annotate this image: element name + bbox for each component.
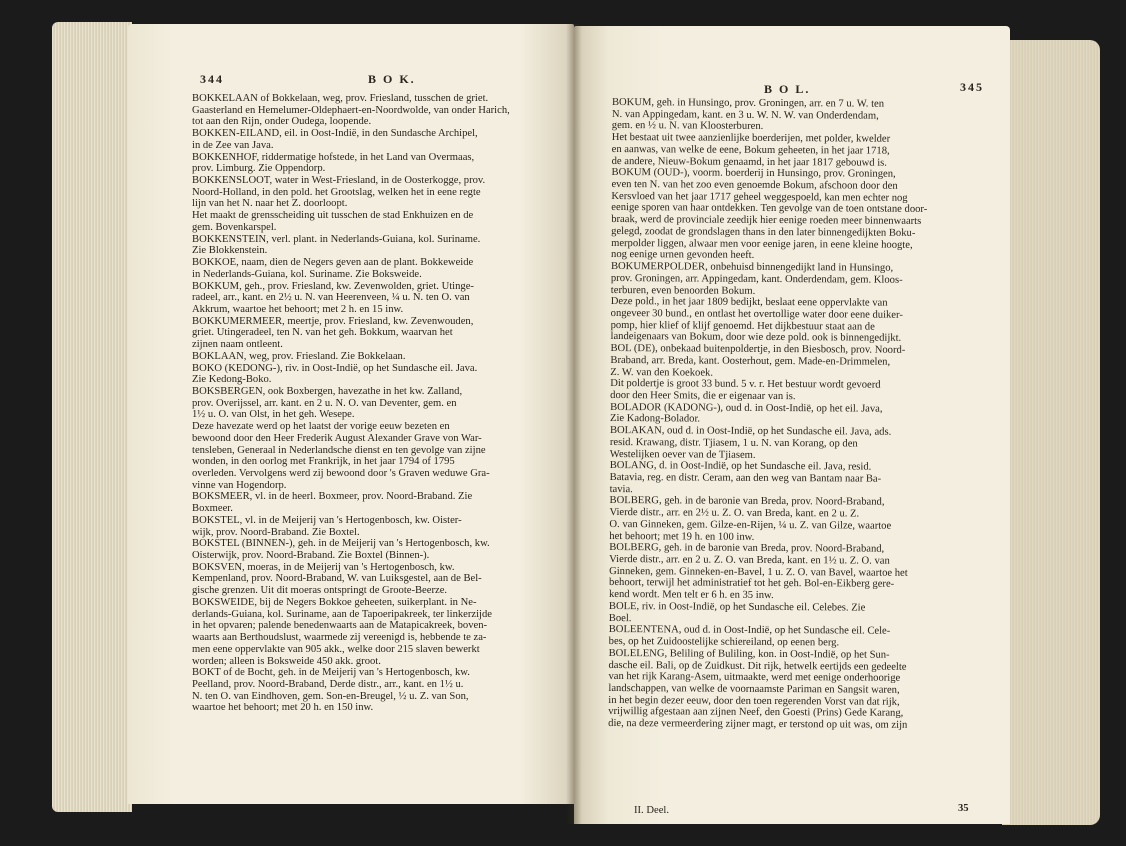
text-line: BOKLAAN, weg, prov. Friesland. Zie Bokkelaan.	[192, 350, 406, 362]
text-line: Deze pold., in het jaar 1809 bedijkt, beslaat eene oppervlakte van	[610, 296, 888, 309]
text-line: prov. Overijssel, arr. kant. en 2 u. N. O. van Deventer, gem. en	[192, 397, 457, 409]
text-line: BOLAKAN, oud d. in Oost-Indië, op het Sundasche eil. Java, ads.	[609, 425, 892, 438]
text-line: BOKSVEN, moeras, in de Meijerij van 's Hertogenbosch, kw.	[192, 561, 455, 573]
right-page-edges	[1002, 40, 1100, 825]
text-line: BOL (DE), onbekaad buitenpoldertje, in den Biesbosch, prov. Noord-	[610, 343, 906, 356]
text-line: wonden, in den oorlog met Frankrijk, in het jaar 1794 of 1795	[192, 456, 455, 468]
text-line: Braband, arr. Breda, kant. Oosterhout, gem. Made-en-Drimmelen,	[610, 354, 891, 368]
text-line: resid. Krawang, distr. Tjiasem, 1 u. N. van Korang, op den	[609, 436, 858, 450]
text-line: en aanwas, van welke de eene, Bokum geheeten, in het jaar 1718,	[611, 143, 890, 157]
text-line: BOKUM (OUD-), voorm. boerderij in Hunsingo, prov. Groningen,	[611, 167, 896, 181]
sheet-number: 35	[958, 803, 969, 814]
text-line: Oisterwijk, prov. Noord-Braband. Zie Boxtel (Binnen-).	[192, 550, 430, 562]
text-line: derlands-Guiana, kol. Suriname, aan de Tapoeripakreek, ter linkerzijde	[192, 608, 492, 620]
text-line: BOKUM, geh. in Hunsingo, prov. Groningen, arr. en 7 u. W. ten	[611, 97, 885, 110]
text-line: Deze havezate werd op het laatst der vorige eeuw bezeten en	[192, 421, 450, 433]
text-line: in het opvaren; palende benedenwaarts aan de Matapicakreek, boven-	[192, 620, 488, 632]
text-line: Vierde distr., arr. en 2½ u. Z. O. van Breda, kant. en 2 u. Z.	[609, 507, 860, 520]
text-line: griet. Utingeradeel, ten N. van het geh. Bokkum, waarvan het	[192, 327, 453, 339]
text-line: Boxmeer.	[192, 503, 233, 515]
text-line: in Nederlands-Guiana, kol. Suriname. Zie Boksweide.	[192, 268, 422, 280]
right-running-head: B O L.	[764, 82, 811, 96]
text-line: landschappen, van welke de voornaamste Pariman en Sangsit waren,	[608, 682, 900, 696]
text-line: men eene oppervlakte van 905 akk., welke door 215 slaven bewerkt	[192, 643, 480, 655]
text-line: landeigenaars van Bokum, door wie deze pold. ook is binnengedijkt.	[610, 331, 902, 345]
text-line: Batavia, reg. en distr. Ceram, aan den weg van Bantam naar Ba-	[609, 471, 882, 485]
text-line: dasche eil. Bali, op de Zuidkust. Dit rijk, hetwelk eertijds een gedeelte	[608, 659, 907, 673]
text-line: het behoort; met 19 h. en 100 inw.	[609, 530, 755, 543]
text-line: die, na deze vermeerdering zijner magt, er terstond op uit was, om zijn	[608, 718, 908, 731]
left-page-text	[192, 93, 562, 714]
left-page-edges	[52, 22, 132, 812]
text-line: BOKSMEER, vl. in de heerl. Boxmeer, prov. Noord-Braband. Zie	[192, 491, 473, 503]
text-line: eenige sporen van haar ontdekken. Ten gevolge van de toen ontstane door-	[611, 202, 928, 216]
text-line: Westelijken oever van de Tjiasem.	[609, 448, 756, 461]
text-line: tot aan den Rijn, onder Oudega, loopende.	[192, 116, 372, 128]
right-page-number: 345	[960, 80, 984, 94]
text-line: Akkrum, waartoe het behoort; met 2 h. en 15 inw.	[192, 303, 404, 315]
text-line: Vierde distr., arr. en 2 u. Z. O. van Breda, kant. en 1½ u. Z. O. van	[609, 554, 890, 567]
text-line: Het bestaat uit twee aanzienlijke boerderijen, met polder, kwelder	[611, 132, 891, 145]
text-line: bewoond door den Heer Frederik August Alexander Grave von War-	[192, 432, 482, 444]
left-page-number: 344	[200, 72, 224, 86]
text-line: vinne van Hogendorp.	[192, 479, 287, 491]
text-line: BOLANG, d. in Oost-Indië, op het Sundasche eil. Java, resid.	[609, 460, 872, 473]
text-line: Zie Kadong-Bolador.	[610, 413, 701, 425]
text-line: BOKSWEIDE, bij de Negers Bokkoe geheeten, suikerplant. in Ne-	[192, 596, 477, 608]
text-line: BOKKENSTEIN, verl. plant. in Nederlands-Guiana, kol. Suriname.	[192, 233, 481, 245]
text-line: Kempenland, prov. Noord-Braband, W. van Luiksgestel, aan de Bel-	[192, 573, 482, 585]
text-line: wijk, prov. Noord-Braband. Zie Boxtel.	[192, 526, 360, 538]
text-line: lijn van het N. naar het Z. doorloopt.	[192, 198, 348, 210]
text-line: gische grenzen. Uit dit moeras ontspringt de Groote-Beerze.	[192, 585, 448, 597]
text-line: prov. Limburg. Zie Oppendorp.	[192, 163, 326, 175]
text-line: BOKKUM, geh., prov. Friesland, kw. Zevenwolden, griet. Utinge-	[192, 280, 474, 292]
text-line: 1½ u. O. van Olst, in het geh. Wesepe.	[192, 409, 355, 421]
text-line: nog eenige urnen gevonden heeft.	[611, 249, 755, 262]
text-line: Peelland, prov. Noord-Braband, Derde distr., arr., kant. en 1½ u.	[192, 678, 464, 690]
text-line: bes, op het Zuidoostelijke schiereiland, op eenen berg.	[608, 636, 840, 649]
text-line: BOKKEN-EILAND, eil. in Oost-Indië, in den Sundasche Archipel,	[192, 128, 478, 140]
text-line: van het rijk Karang-Asem, uitmaakte, werd met eenige onderhoorige	[608, 671, 901, 684]
text-line: Z. W. van den Koekoek.	[610, 366, 714, 379]
book-gutter	[566, 24, 582, 824]
text-line: N. ten O. van Eindhoven, gem. Son-en-Breugel, ½ u. Z. van Son,	[192, 690, 469, 702]
text-line: kend wordt. Men telt er 6 h. en 35 inw.	[608, 589, 774, 602]
text-line: waartoe het behoort; met 20 h. en 150 inw.	[192, 702, 374, 714]
text-line: N. van Appingedam, kant. en 3 u. W. N. W. van Onderdendam,	[611, 108, 879, 122]
text-line: overleden. Vervolgens werd zij bewoond door 's Graven weduwe Gra-	[192, 468, 490, 479]
text-line: in het begin dezer eeuw, door den toen regerenden Vorst van dat rijk,	[608, 694, 900, 708]
text-line: Zie Blokkenstein.	[192, 245, 268, 257]
text-line: merpolder liggen, alwaar men voor eenige jaren, in eene kleine hoogte,	[611, 237, 913, 251]
text-line: gem. en ½ u. N. van Kloosterburen.	[611, 120, 764, 133]
text-line: vrijwillig afgestaan aan zijnen Neef, den Goesti (Prins) Gede Karang,	[608, 706, 904, 720]
text-line: de andere, Nieuw-Bokum genaamd, in het jaar 1817 gebouwd is.	[611, 155, 888, 169]
text-line: gem. Bovenkarspel.	[192, 221, 277, 233]
text-line: even ten N. van het zoo even genoemde Bokum, afschoon door den	[611, 179, 898, 192]
text-line: behoort, terwijl het administratief tot het geh. Bol-en-Eikberg gere-	[608, 577, 895, 591]
text-line: ongeveer 30 bund., en ontlast het overtollige water door eene duiker-	[610, 307, 903, 321]
text-line: BOKKUMERMEER, meertje, prov. Friesland, kw. Zevenwouden,	[192, 315, 474, 327]
right-page-text	[608, 97, 980, 732]
text-line: Ginneken, gem. Ginneken-en-Bavel, 1 u. Z. O. van Bavel, waartoe het	[609, 565, 908, 579]
left-running-head: B O K.	[368, 72, 416, 86]
text-line: Kersvloed van het jaar 1717 geheel weggespoeld, kan men echter nog	[611, 190, 908, 204]
text-line: BOKO (KEDONG-), riv. in Oost-Indië, op het Sundasche eil. Java.	[192, 362, 478, 374]
text-line: door den Heer Smits, die er eigenaar van is.	[610, 389, 796, 403]
text-line: BOLBERG, geh. in de baronie van Breda, prov. Noord-Braband,	[609, 495, 885, 509]
text-line: BOKUMERPOLDER, onbehuisd binnengedijkt land in Hunsingo,	[610, 261, 894, 274]
text-line: zijnen naam ontleent.	[192, 339, 283, 351]
text-line: BOKKELAAN of Bokkelaan, weg, prov. Friesland, tusschen de griet.	[192, 93, 489, 104]
text-line: radeel, arr., kant. en 2½ u. N. van Heerenveen, ¼ u. N. ten O. van	[192, 292, 470, 304]
text-line: Het maakt de grensscheiding uit tusschen de stad Enkhuizen en de	[192, 210, 474, 222]
text-line: BOKSTEL (BINNEN-), geh. in de Meijerij van 's Hertogenbosch, kw.	[192, 538, 490, 550]
text-line: O. van Ginneken, gem. Gilze-en-Rijen, ¼ u. Z. van Gilze, waartoe	[609, 518, 892, 532]
signature-mark: II. Deel.	[634, 805, 669, 816]
text-line: BOLELENG, Beliling of Buliling, kon. in Oost-Indië, op het Sun-	[608, 647, 890, 661]
text-line: Noord-Holland, in den pold. het Grootslag, welken het in eene regte	[192, 186, 481, 198]
text-line: prov. Groningen, arr. Appingedam, kant. Onderdendam, gem. Kloos-	[610, 272, 903, 286]
text-line: in de Zee van Java.	[192, 139, 274, 151]
text-line: Zie Kedong-Boko.	[192, 374, 272, 386]
text-line: Gaasterland en Hemelumer-Oldephaert-en-Noordwolde, van onder Harich,	[192, 104, 510, 116]
text-line: BOLE, riv. in Oost-Indië, op het Sundasche eil. Celebes. Zie	[608, 600, 866, 614]
text-line: pomp, hier klief of klijf genoemd. Het dijkbestuur staat aan de	[610, 319, 875, 333]
text-line: BOKKENHOF, riddermatige hofstede, in het Land van Overmaas,	[192, 151, 475, 163]
text-line: BOLEENTENA, oud d. in Oost-Indië, op het Sundasche eil. Cele-	[608, 624, 891, 638]
text-line: tavia.	[609, 483, 633, 495]
text-line: tensleben, Generaal in Nederlandsche dienst en ten gevolge van zijne	[192, 444, 486, 456]
text-line: terburen, even benoorden Bokum.	[610, 284, 756, 297]
text-line: BOLBERG, geh. in de baronie van Breda, prov. Noord-Braband,	[609, 542, 885, 555]
text-line: BOKKENSLOOT, water in West-Friesland, in de Oosterkogge, prov.	[192, 175, 486, 187]
text-line: BOKSTEL, vl. in de Meijerij van 's Hertogenbosch, kw. Oister-	[192, 514, 462, 526]
text-line: BOKSBERGEN, ook Boxbergen, havezathe in het kw. Zalland,	[192, 385, 463, 397]
text-line: Dit poldertje is groot 33 bund. 5 v. r. Het bestuur wordt gevoerd	[610, 378, 881, 391]
text-line: BOLADOR (KADONG-), oud d. in Oost-Indië, op het eil. Java,	[610, 401, 883, 415]
text-line: worden; alleen is Boksweide 450 akk. groot.	[192, 655, 381, 667]
text-line: BOKT of de Bocht, geh. in de Meijerij van 's Hertogenbosch, kw.	[192, 667, 470, 679]
text-line: Boel.	[608, 612, 632, 624]
text-line: braak, werd de provinciale zeedijk hier eenige roeden meer binnenwaarts	[611, 214, 922, 228]
text-line: BOKKOE, naam, dien de Negers geven aan de plant. Bokkeweide	[192, 257, 474, 269]
text-line: gelegd, zoodat de grondslagen thans in den later binnengedijkten Boku-	[611, 225, 916, 239]
text-line: waarts aan Berthoudslust, waarmede zij vereenigd is, hebbende te za-	[192, 632, 487, 644]
